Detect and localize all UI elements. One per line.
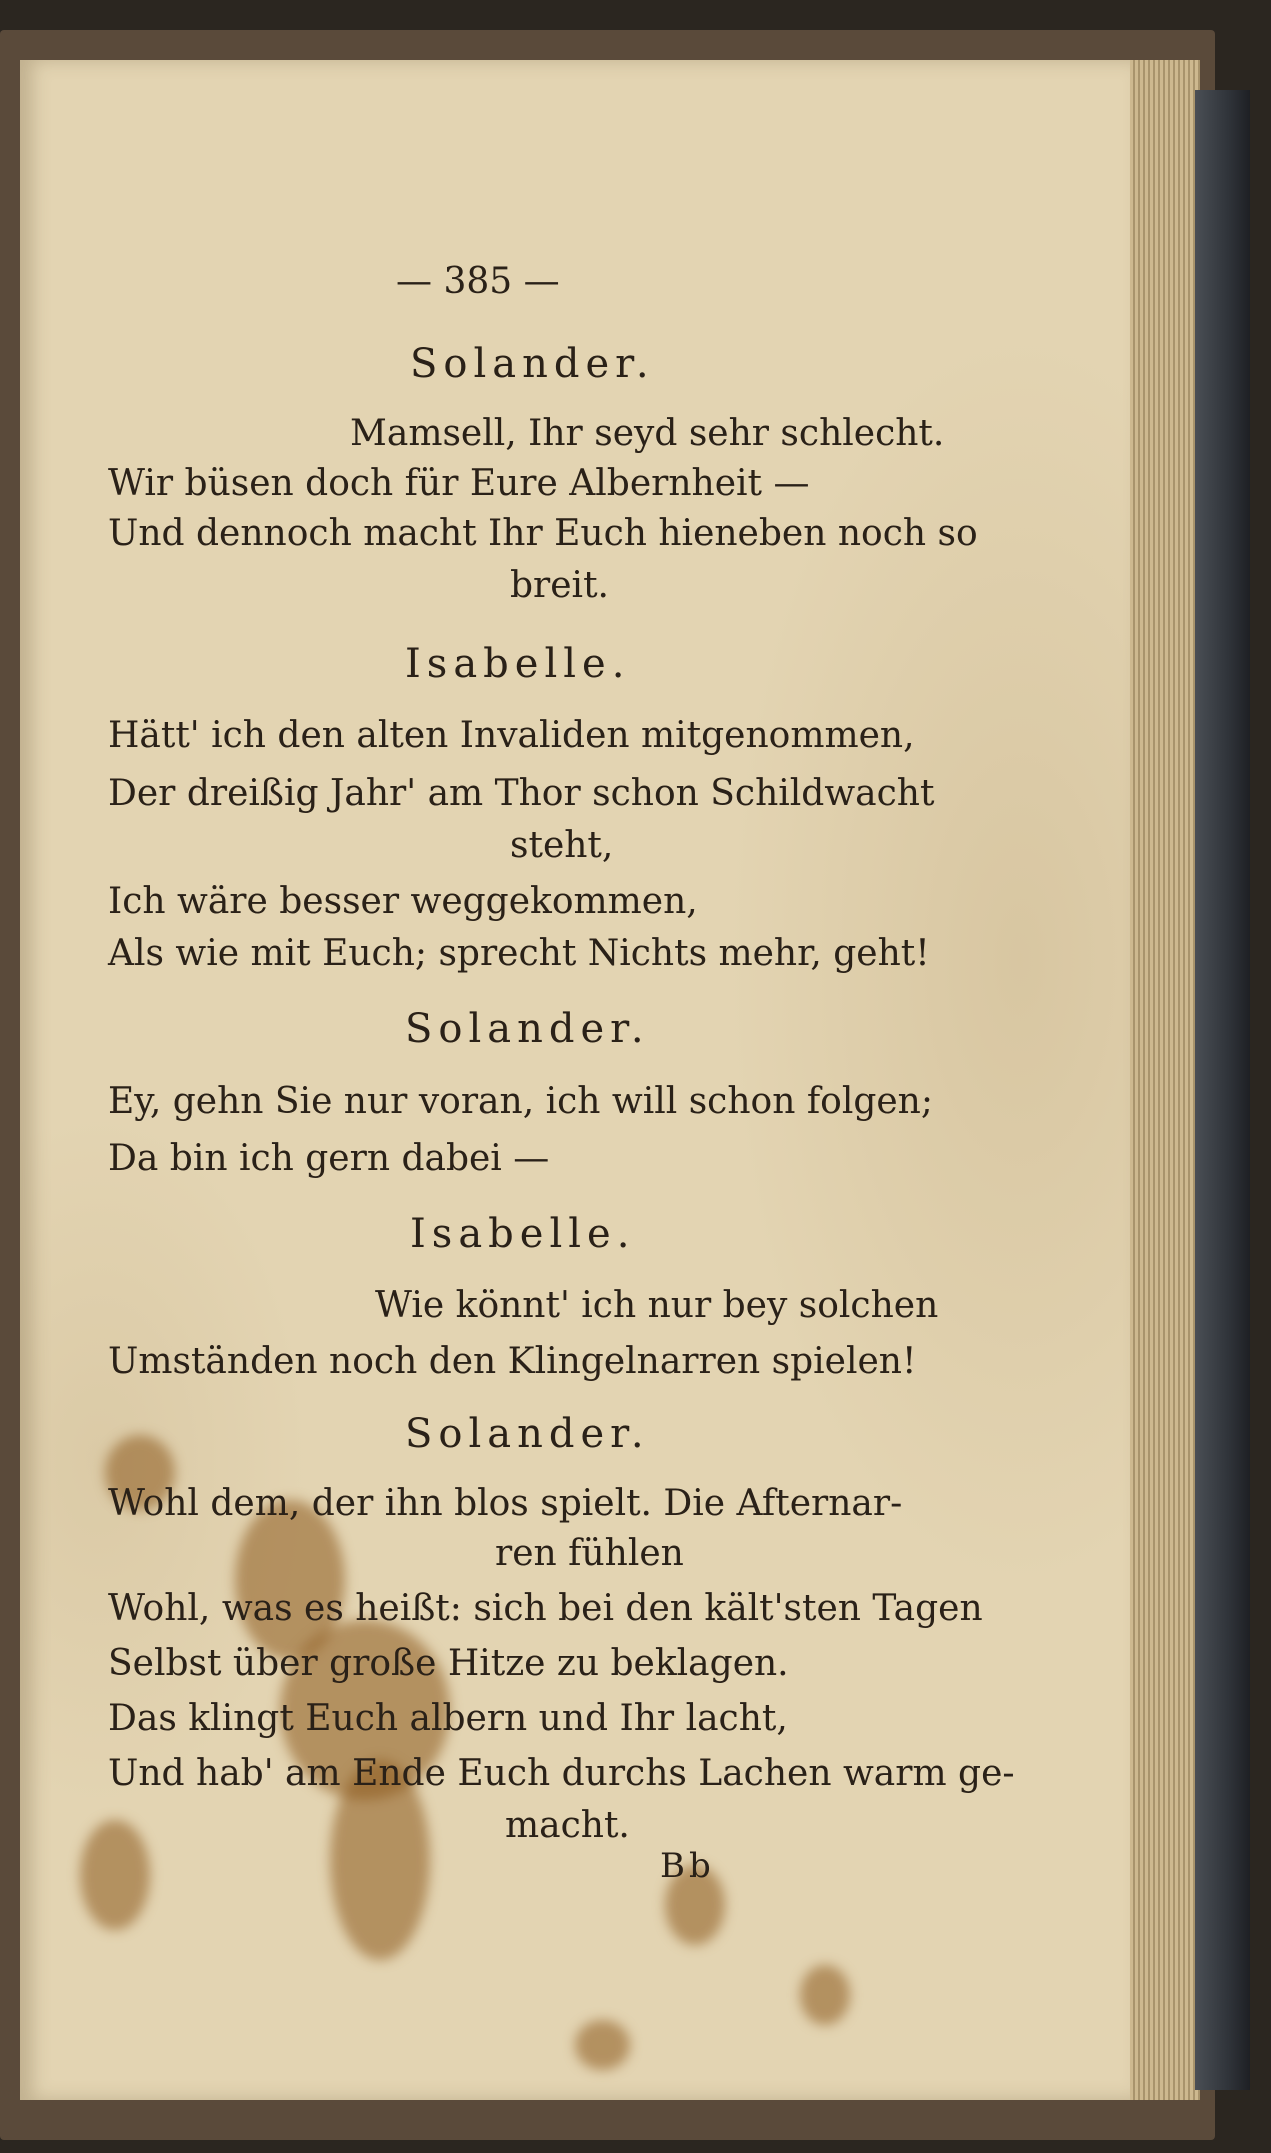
verse-line: Das klingt Euch albern und Ihr lacht, <box>108 1698 788 1739</box>
speaker-name: Solander. <box>410 341 655 387</box>
page-edges <box>1120 60 1200 2100</box>
signature-mark: Bb <box>660 1846 715 1886</box>
verse-line: Wir büsen doch für Eure Albernheit — <box>108 463 810 504</box>
page-number: — 385 — <box>396 261 560 302</box>
verse-line: Wie könnt' ich nur bey solchen <box>375 1285 939 1326</box>
verse-line: ren fühlen <box>495 1533 684 1574</box>
verse-line: Hätt' ich den alten Invaliden mitgenommen, <box>108 715 915 756</box>
verse-line: steht, <box>510 825 614 866</box>
book-spine <box>1195 90 1250 2090</box>
verse-line: macht. <box>505 1805 630 1846</box>
speaker-name: Solander. <box>405 1006 650 1052</box>
stain <box>575 2020 630 2070</box>
stain <box>80 1820 150 1930</box>
stain <box>800 1965 850 2025</box>
verse-line: Wohl dem, der ihn blos spielt. Die Afternar- <box>108 1483 903 1524</box>
verse-line: Ey, gehn Sie nur voran, ich will schon folgen; <box>108 1081 933 1122</box>
verse-line: Wohl, was es heißt: sich bei den kält'sten Tagen <box>108 1588 983 1629</box>
speaker-name: Solander. <box>405 1411 650 1457</box>
verse-line: Ich wäre besser weggekommen, <box>108 881 698 922</box>
verse-line: Als wie mit Euch; sprecht Nichts mehr, geht! <box>108 933 930 974</box>
verse-line: Selbst über große Hitze zu beklagen. <box>108 1643 789 1684</box>
speaker-name: Isabelle. <box>405 641 631 687</box>
verse-line: Und dennoch macht Ihr Euch hieneben noch so <box>108 513 978 554</box>
verse-line: Da bin ich gern dabei — <box>108 1138 550 1179</box>
book-page <box>20 60 1130 2100</box>
verse-line: Umständen noch den Klingelnarren spielen! <box>108 1341 917 1382</box>
verse-line: breit. <box>510 565 609 606</box>
verse-line: Und hab' am Ende Euch durchs Lachen warm ge- <box>108 1753 1015 1794</box>
verse-line: Der dreißig Jahr' am Thor schon Schildwacht <box>108 773 935 814</box>
speaker-name: Isabelle. <box>410 1211 636 1257</box>
verse-line: Mamsell, Ihr seyd sehr schlecht. <box>350 413 945 454</box>
